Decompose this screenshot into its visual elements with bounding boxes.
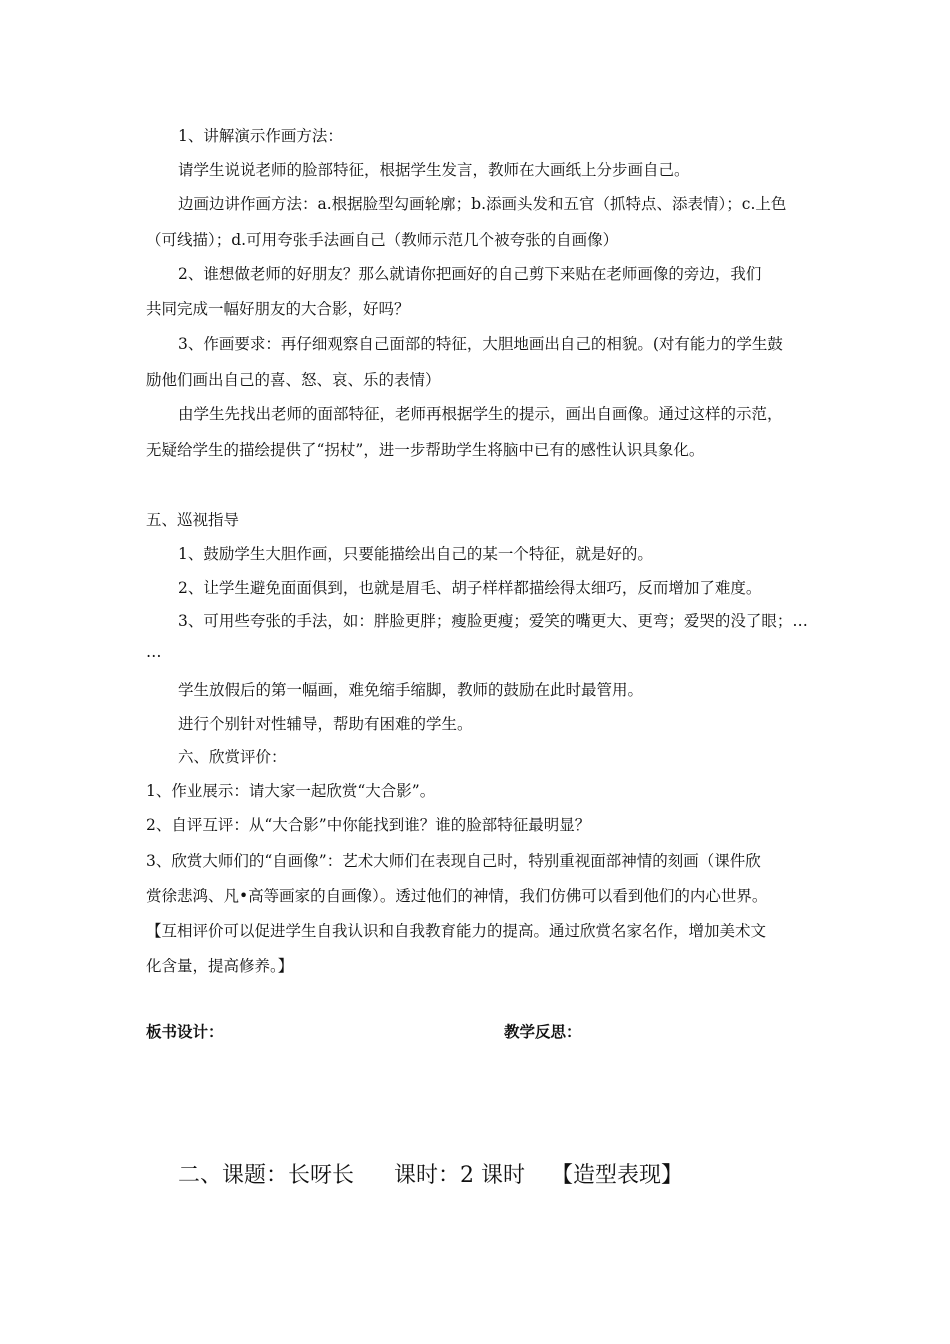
note: 学生放假后的第一幅画，难免缩手缩脚，教师的鼓励在此时最管用。 [178, 681, 644, 699]
list-item: 2、让学生避免面面俱到，也就是眉毛、胡子样样都描绘得太细巧，反而增加了难度。 [178, 579, 762, 597]
lesson-title: 二、课题：长呀长 [178, 1163, 355, 1188]
list-item: 3、欣赏大师们的“自画像”：艺术大师们在表现自己时，特别重视面部神情的刻画（课件欣 [146, 852, 761, 870]
list-item-continuation: … [146, 643, 162, 661]
list-item: 1、鼓励学生大胆作画，只要能描绘出自己的某一个特征，就是好的。 [178, 545, 653, 563]
section-heading: 六、欣赏评价： [178, 748, 287, 766]
list-item: 1、作业展示：请大家一起欣赏“大合影”。 [146, 782, 436, 800]
paragraph: 共同完成一幅好朋友的大合影，好吗？ [146, 300, 410, 318]
paragraph: 无疑给学生的描绘提供了“拐杖”，进一步帮助学生将脑中已有的感性认识具象化。 [146, 441, 705, 459]
paragraph: 励他们画出自己的喜、怒、哀、乐的表情） [146, 371, 441, 389]
paragraph: 请学生说说老师的脸部特征，根据学生发言，教师在大画纸上分步画自己。 [178, 161, 690, 179]
paragraph: （可线描）；d.可用夸张手法画自己（教师示范几个被夸张的自画像） [146, 231, 619, 249]
paragraph: 2、谁想做老师的好朋友？那么就请你把画好的自己剪下来贴在老师画像的旁边，我们 [178, 265, 762, 283]
lesson-type: 【造型表现】 [551, 1163, 684, 1188]
list-item: 2、自评互评：从“大合影”中你能找到谁？谁的脸部特征最明显？ [146, 816, 591, 834]
note: 【互相评价可以促进学生自我认识和自我教育能力的提高。通过欣赏名家名作，增加美术文 [146, 922, 767, 940]
lesson-hours: 课时：2 课时 [394, 1163, 525, 1188]
note: 进行个别针对性辅导，帮助有困难的学生。 [178, 715, 473, 733]
teaching-reflection-label: 教学反思： [504, 1022, 582, 1041]
paragraph: 3、作画要求：再仔细观察自己面部的特征，大胆地画出自己的相貌。(对有能力的学生鼓 [178, 335, 783, 353]
section-heading: 五、巡视指导 [146, 511, 240, 529]
paragraph: 由学生先找出老师的面部特征，老师再根据学生的提示，画出自画像。通过这样的示范， [178, 405, 783, 423]
step-1-title: 1、讲解演示作画方法： [178, 127, 343, 145]
paragraph: 边画边讲作画方法：a.根据脸型勾画轮廓；b.添画头发和五官（抓特点、添表情）；c.上色 [178, 195, 787, 213]
board-design-label: 板书设计： [146, 1022, 224, 1041]
list-item: 3、可用些夸张的手法，如：胖脸更胖；瘦脸更瘦；爱笑的嘴更大、更弯；爱哭的没了眼；… [178, 612, 808, 630]
note: 化含量，提高修养。】 [146, 957, 294, 975]
list-item: 赏徐悲鸿、凡•高等画家的自画像）。透过他们的神情，我们仿佛可以看到他们的内心世界。 [146, 887, 768, 905]
